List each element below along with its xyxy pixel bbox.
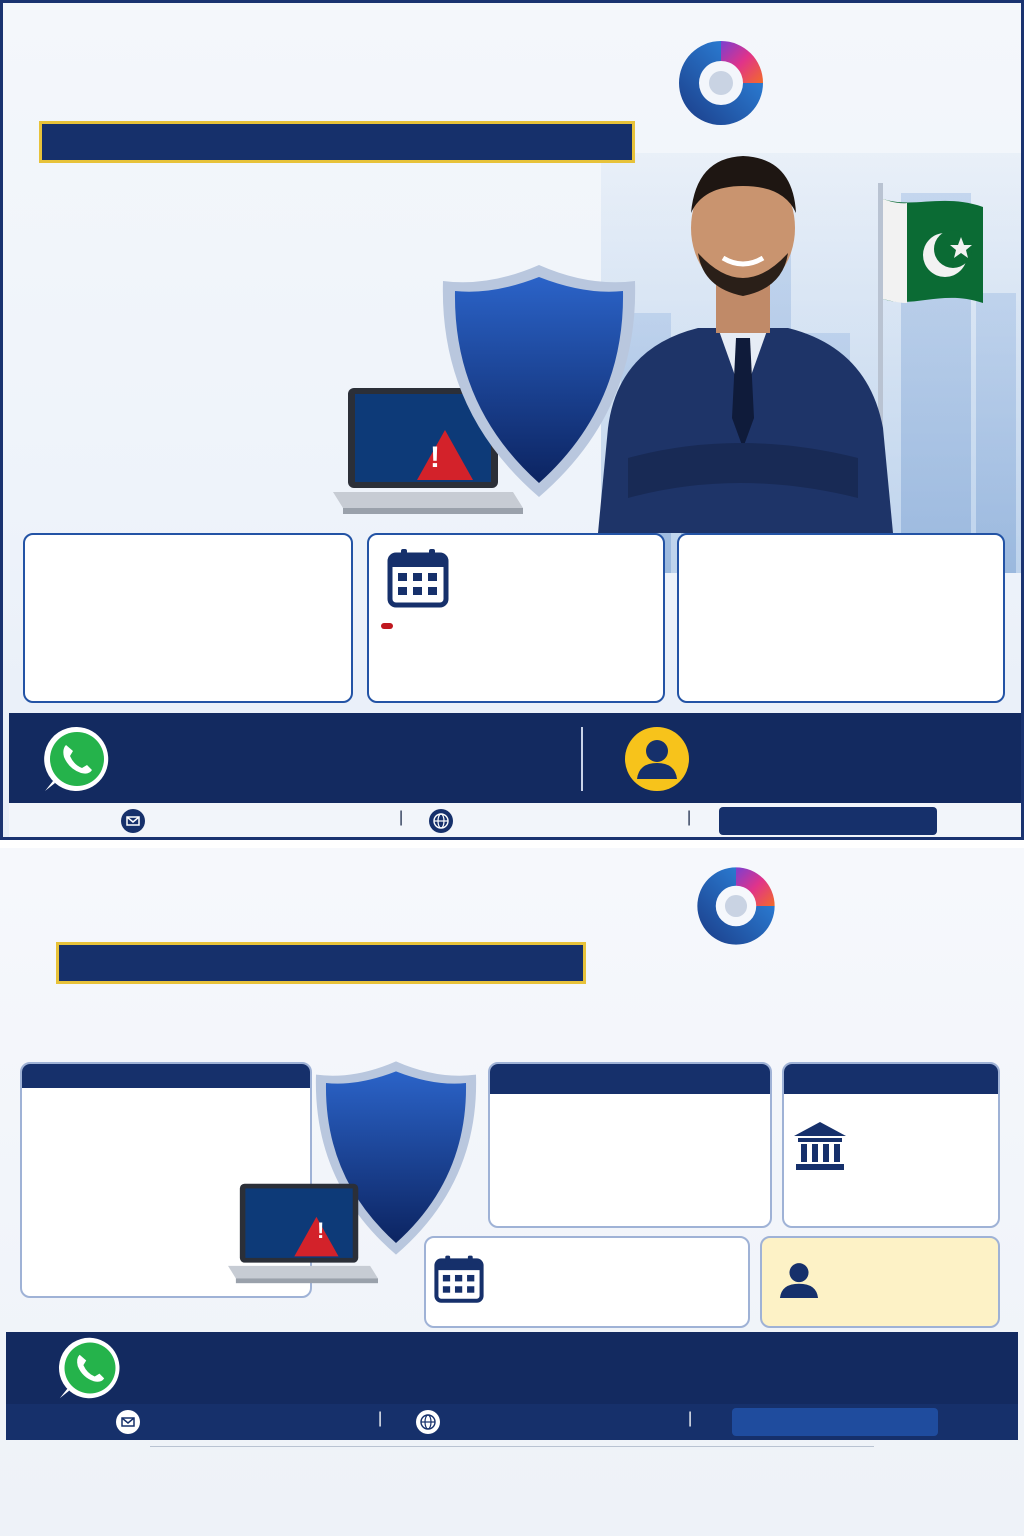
contact-footer: [9, 713, 1021, 805]
urdu-warning-icon: !: [317, 1218, 325, 1243]
why-file-early-box: [23, 533, 353, 703]
urdu-note-heading: [784, 1064, 998, 1094]
globe-icon: [429, 809, 453, 833]
deadline-box: [677, 533, 1005, 703]
email-icon: [121, 809, 145, 833]
urdu-info-box: [760, 1236, 1000, 1328]
urdu-contact-strip: | |: [6, 1404, 1018, 1440]
urdu-email-icon: [116, 1410, 140, 1434]
consultant-icon: [623, 725, 691, 793]
urdu-subtitle-bar: [56, 942, 586, 984]
urdu-globe-icon: [416, 1410, 440, 1434]
urdu-hashtag-badge: [732, 1408, 938, 1436]
subtitle-bar: [39, 121, 635, 163]
urdu-benefits-box: [488, 1062, 772, 1228]
gmw-logo-icon: [671, 33, 771, 133]
gmw-logo-urdu-icon: [690, 860, 782, 952]
avoid-extra-tax-box: [367, 533, 665, 703]
whatsapp-icon[interactable]: [41, 723, 113, 795]
urdu-issues-heading: [22, 1064, 310, 1088]
bank-icon: [792, 1118, 848, 1174]
urdu-contact-footer: [6, 1332, 1018, 1404]
warning-icon: !: [430, 441, 440, 474]
shield-icon: [439, 261, 639, 501]
urdu-benefits-heading: [490, 1064, 770, 1094]
note-badge: [381, 623, 393, 629]
contact-strip: | |: [9, 803, 1021, 839]
calendar-icon: [387, 547, 449, 609]
trending-heading: [150, 1444, 874, 1447]
divider: [581, 727, 583, 791]
urdu-calendar-icon: [434, 1254, 484, 1304]
pakistan-flag-icon: [883, 199, 983, 311]
urdu-poster: [0, 848, 1024, 1536]
urdu-laptop-fbr-icon: [228, 1182, 378, 1292]
hashtag-badge: [719, 807, 937, 835]
urdu-deadline-box: [424, 1236, 750, 1328]
urdu-whatsapp-icon[interactable]: [56, 1334, 124, 1402]
urdu-consultant-icon: [772, 1252, 826, 1306]
urdu-note-box: [782, 1062, 1000, 1228]
